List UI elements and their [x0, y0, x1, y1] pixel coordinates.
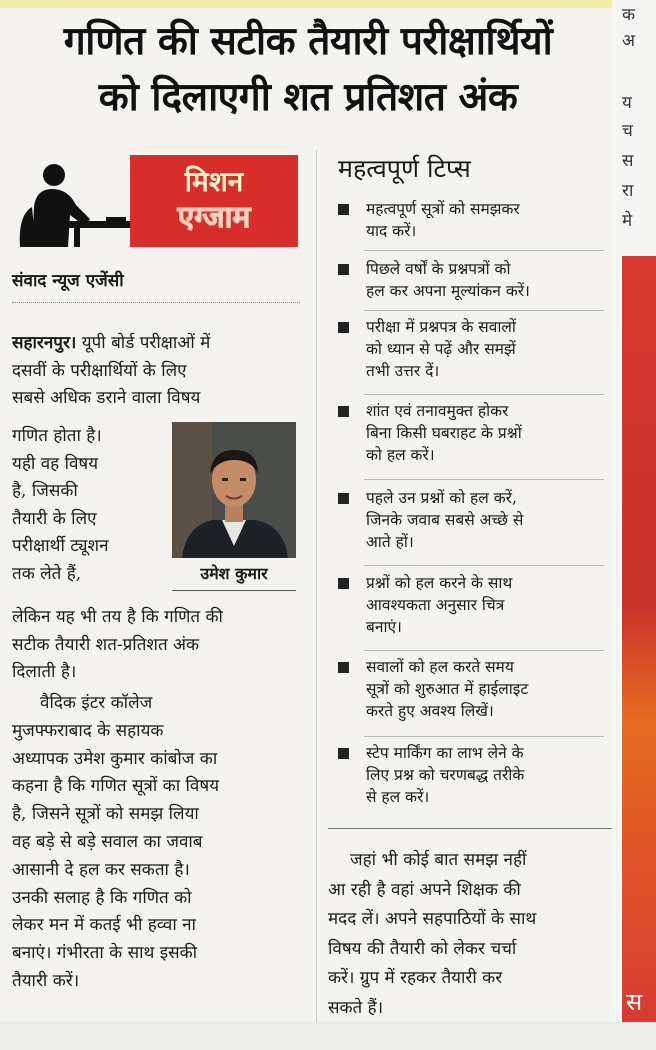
article-line: सटीक तैयारी शत-प्रतिशत अंक: [12, 634, 200, 655]
article-line: वह बड़े से बड़े सवाल का जवाब: [12, 831, 203, 852]
closing-line: सकते हैं।: [328, 997, 384, 1018]
tip-line: से हल करें।: [366, 788, 430, 806]
tip-line: आते हों।: [366, 533, 414, 551]
tip-item: [338, 572, 604, 638]
article-line: उनकी सलाह है कि गणित को: [12, 887, 192, 908]
article-line: दिलाती है।: [12, 662, 77, 683]
article-line: [12, 330, 300, 358]
top-strip: [0, 0, 612, 8]
section-divider: [328, 828, 612, 829]
tip-line: पिछले वर्षों के प्रश्नपत्रों को: [366, 260, 511, 278]
mission-exam-logo: [10, 155, 298, 247]
article-line: बनाएं। गंभीरता के साथ इसकी: [12, 943, 198, 964]
tip-item: [338, 198, 604, 242]
closing-line: विषय की तैयारी को लेकर चर्चा: [328, 938, 517, 959]
bullet-square-icon: [338, 493, 349, 504]
tip-text: [366, 400, 604, 466]
tip-line: स्टेप मार्किंग का लाभ लेने के: [366, 744, 524, 762]
article-line: कहना है कि गणित सूत्रों का विषय: [12, 776, 220, 797]
tip-divider: [364, 250, 604, 251]
article-line: यही वह विषय: [12, 453, 99, 474]
article-line-text: यूपी बोर्ड परीक्षाओं में: [81, 333, 211, 353]
tip-line: को हल करें।: [366, 446, 435, 464]
side-fragment: मे: [622, 211, 633, 231]
tip-text: [366, 316, 604, 382]
tip-divider: [364, 650, 604, 651]
headline-line-1: गणित की सटीक तैयारी परीक्षार्थियों: [63, 19, 553, 64]
tip-line: तभी उत्तर दें।: [366, 362, 440, 380]
tip-divider: [364, 394, 604, 395]
tip-divider: [364, 565, 604, 566]
dateline: सहारनपुर।: [12, 333, 77, 353]
side-fragment: क: [622, 5, 636, 25]
tip-line: बनाएं।: [366, 618, 402, 636]
tip-line: सवालों को हल करते समय: [366, 658, 514, 676]
tip-item: [338, 487, 604, 553]
side-fragment: च: [622, 121, 633, 141]
tip-line: हल कर अपना मूल्यांकन करें।: [366, 282, 530, 300]
closing-line: मदद लें। अपने सहपाठियों के साथ: [328, 909, 537, 929]
closing-paragraph: [328, 846, 612, 1023]
article-line: तैयारी करें।: [12, 970, 80, 991]
tip-line: याद करें।: [366, 222, 417, 240]
agency-byline: संवाद न्यूज एजेंसी: [12, 271, 124, 291]
article-line: गणित होता है।: [12, 426, 102, 446]
tips-title: महत्वपूर्ण टिप्स: [338, 154, 471, 183]
tip-text: [366, 572, 604, 638]
tip-text: [366, 198, 604, 242]
byline-divider: [12, 302, 300, 303]
article-para-2: [12, 690, 300, 996]
tip-item: [338, 742, 604, 808]
tip-line: लिए प्रश्न को चरणबद्ध तरीके: [366, 766, 525, 784]
tip-line: करते हुए अवश्य लिखें।: [366, 702, 494, 720]
tip-line: पहले उन प्रश्नों को हल करें,: [366, 489, 517, 507]
tip-line: बिना किसी घबराहट के प्रश्नों: [366, 424, 522, 442]
tip-line: सूत्रों को शुरुआत में हाईलाइट: [366, 680, 529, 698]
bullet-square-icon: [338, 204, 349, 215]
side-fragment: रा: [622, 181, 634, 201]
bullet-square-icon: [338, 662, 349, 673]
tip-item: [338, 400, 604, 466]
article-line: अध्यापक उमेश कुमार कांबोज का: [12, 748, 218, 769]
article-line: लेकिन यह भी तय है कि गणित की: [12, 607, 223, 627]
tip-text: [366, 656, 604, 722]
article-line: दसवीं के परीक्षार्थियों के लिए: [12, 360, 187, 381]
tip-text: [366, 487, 604, 553]
article-line: मुजफ्फराबाद के सहायक: [12, 720, 164, 741]
tip-item: [338, 316, 604, 382]
tip-divider: [364, 479, 604, 480]
bottom-margin: [0, 1022, 656, 1050]
article-line: आसानी दे हल कर सकता है।: [12, 859, 190, 880]
tip-line: महत्वपूर्ण सूत्रों को समझकर: [366, 200, 520, 218]
student-writing-icon: [10, 155, 130, 247]
tip-item: [338, 656, 604, 722]
tip-line: प्रश्नों को हल करने के साथ: [366, 574, 513, 592]
adjacent-column: [612, 0, 656, 1050]
logo-line-1: मिशन: [184, 165, 244, 198]
side-fragment: स: [622, 151, 634, 171]
photo-caption: उमेश कुमार: [172, 560, 296, 591]
article-line: सबसे अधिक डराने वाला विषय: [12, 388, 201, 409]
bullet-square-icon: [338, 264, 349, 275]
article-line: लेकर मन में कतई भी हव्वा ना: [12, 915, 196, 936]
closing-line: आ रही है वहां अपने शिक्षक की: [328, 879, 521, 900]
tip-divider: [364, 736, 604, 737]
article-line: वैदिक इंटर कॉलेज: [40, 693, 153, 713]
author-photo: [172, 422, 296, 558]
article-line: तैयारी के लिए: [12, 508, 97, 529]
tip-line: शांत एवं तनावमुक्त होकर: [366, 402, 509, 420]
headline-line-2: को दिलाएगी शत प्रतिशत अंक: [98, 75, 518, 120]
column-divider: [316, 150, 317, 1025]
tip-text: [366, 258, 604, 302]
side-fragment: य: [622, 93, 632, 113]
mission-exam-label: [130, 155, 298, 247]
article-line: परीक्षार्थी ट्यूशन: [12, 536, 109, 557]
side-fragment: अ: [622, 31, 635, 51]
closing-line: करें। ग्रुप में रहकर तैयारी कर: [328, 968, 503, 988]
closing-line: जहां भी कोई बात समझ नहीं: [350, 850, 527, 870]
tip-line: आवश्यकता अनुसार चित्र: [366, 596, 505, 614]
tip-divider: [364, 310, 604, 311]
article-para-1-end: [12, 604, 300, 687]
logo-line-2: एग्जाम: [177, 200, 251, 235]
tip-item: [338, 258, 604, 302]
article-line: है, जिसने सूत्रों को समझ लिया: [12, 804, 199, 825]
tip-line: परीक्षा में प्रश्नपत्र के सवालों: [366, 318, 516, 336]
article-line: है, जिसकी: [12, 481, 78, 502]
bullet-square-icon: [338, 406, 349, 417]
tip-line: जिनके जवाब सबसे अच्छे से: [366, 511, 524, 529]
headline: [8, 14, 608, 126]
bullet-square-icon: [338, 322, 349, 333]
tip-text: [366, 742, 604, 808]
bullet-square-icon: [338, 748, 349, 759]
article-line: तक लेते हैं,: [12, 563, 82, 584]
advertisement-strip: [622, 256, 656, 1026]
article-para-1-top: [12, 330, 300, 413]
tip-line: को ध्यान से पढ़ें और समझें: [366, 340, 516, 358]
side-fragment: स: [626, 988, 643, 1016]
bullet-square-icon: [338, 578, 349, 589]
article-para-1-wrap: [12, 423, 164, 589]
